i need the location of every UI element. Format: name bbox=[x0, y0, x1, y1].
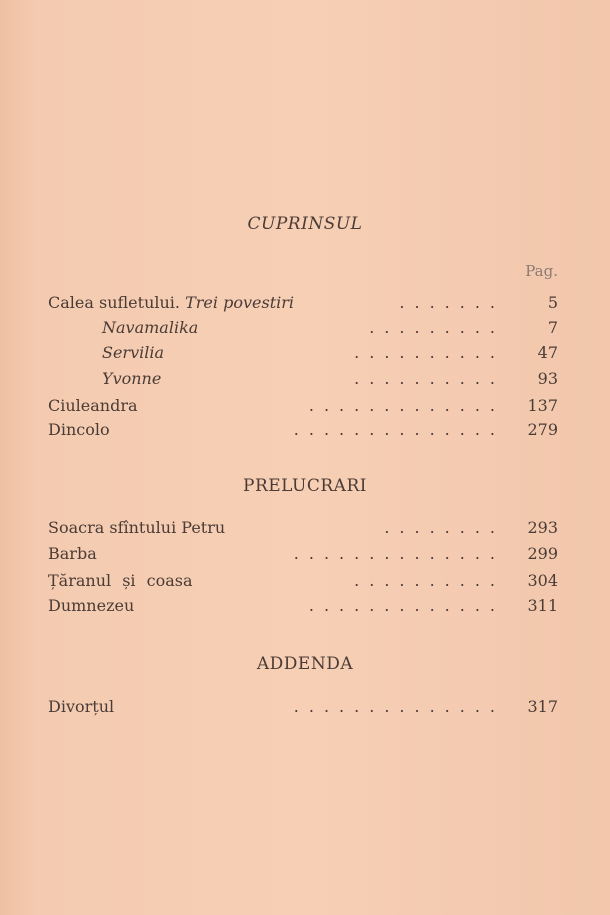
toc-entry-title: Servilia bbox=[102, 343, 165, 362]
toc-entry bbox=[0, 420, 610, 442]
toc-entry-page: 93 bbox=[537, 369, 558, 388]
toc-entry bbox=[0, 369, 610, 391]
toc-entry-title: Navamalika bbox=[102, 318, 199, 337]
adaptations-heading: PRELUCRARI bbox=[243, 476, 367, 496]
dot-leader: ........ bbox=[384, 518, 505, 537]
dot-leader: .......... bbox=[354, 571, 505, 590]
toc-entry bbox=[0, 544, 610, 566]
toc-entry bbox=[0, 596, 610, 618]
addenda-heading: ADDENDA bbox=[256, 654, 354, 674]
toc-entry-title: Ciuleandra bbox=[48, 396, 138, 415]
toc-entry-page: 47 bbox=[537, 343, 558, 362]
toc-entry-page: 304 bbox=[527, 571, 558, 590]
toc-entry-title: Soacra sfîntului Petru bbox=[48, 518, 226, 537]
dot-leader: .......... bbox=[354, 343, 505, 362]
dot-leader: .......... bbox=[354, 369, 505, 388]
toc-entry-title: Dumnezeu bbox=[48, 596, 135, 615]
dot-leader: ....... bbox=[399, 293, 505, 312]
toc-entry bbox=[0, 293, 610, 315]
toc-entry-title: Yvonne bbox=[102, 369, 162, 388]
toc-entry-title: Barba bbox=[48, 544, 97, 563]
toc-entry-page: 299 bbox=[527, 544, 558, 563]
toc-entry-title: Calea sufletului. Trei povestiri bbox=[48, 293, 295, 312]
page-column-label: Pag. bbox=[525, 262, 558, 280]
dot-leader: ............. bbox=[308, 396, 505, 415]
toc-entry-page: 5 bbox=[547, 293, 558, 312]
toc-entry-title: Divorțul bbox=[48, 697, 115, 716]
toc-entry bbox=[0, 318, 610, 340]
dot-leader: .............. bbox=[293, 420, 505, 439]
toc-entry-page: 137 bbox=[527, 396, 558, 415]
toc-entry-title: Dincolo bbox=[48, 420, 110, 439]
toc-entry-page: 293 bbox=[527, 518, 558, 537]
toc-entry-page: 317 bbox=[527, 697, 558, 716]
toc-entry-page: 7 bbox=[547, 318, 558, 337]
dot-leader: .............. bbox=[293, 544, 505, 563]
contents-heading: CUPRINSUL bbox=[247, 214, 363, 234]
dot-leader: ............. bbox=[308, 596, 505, 615]
toc-entry-page: 311 bbox=[527, 596, 558, 615]
dot-leader: .............. bbox=[293, 697, 505, 716]
toc-entry bbox=[0, 697, 610, 719]
toc-entry bbox=[0, 343, 610, 365]
toc-entry bbox=[0, 518, 610, 540]
toc-entry bbox=[0, 396, 610, 418]
toc-entry bbox=[0, 571, 610, 593]
dot-leader: ......... bbox=[369, 318, 505, 337]
toc-entry-page: 279 bbox=[527, 420, 558, 439]
toc-entry-title: Țăranul și coasa bbox=[48, 571, 193, 590]
